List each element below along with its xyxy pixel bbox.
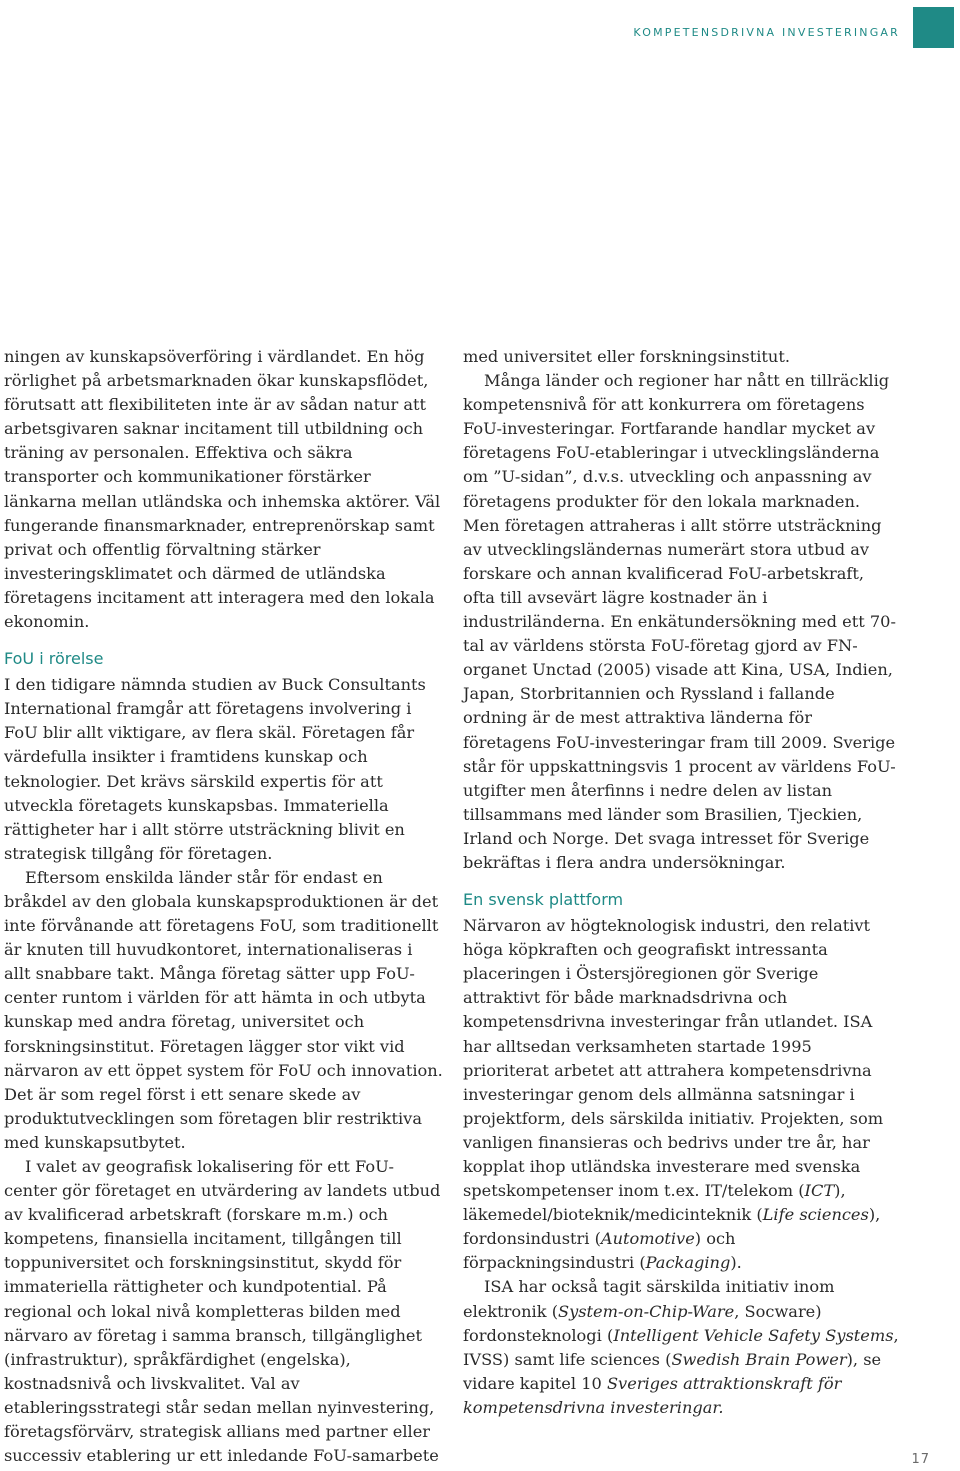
emphasis: Life sciences [762,1205,869,1225]
text-run: ) och förpackningsindustri ( [463,1229,736,1273]
page-number: 17 [911,1452,930,1467]
emphasis: Sveriges attraktionskraft för kompetensdrivna investeringar. [463,1373,842,1417]
paragraph: I valet av geografisk lokalisering för ett FoU-center gör företaget en utvärdering av landets utbud av kvalificerad arbetskraft (forskare m.m.) och kompetens, finansiella incitament, tillgången till toppuniversitet och forskningsinstitut, skydd för immateriella rättigheter och kundpotential. På regional och lokal nivå kompletteras bilden med närvaro av företag i samma bransch, tillgänglighet (infrastruktur), språkfärdighet (engelska), kostnadsnivå och livskvalitet. Val av etableringsstrategi står sedan mellan nyinvestering, företagsförvärv, strategisk allians med partner eller successiv etablering ur ett inledande FoU-samarbete [4,1157,441,1466]
text-run: Närvaron av högteknologisk industri, den relativt höga köpkraften och geografiskt intressanta placeringen i Östersjöregionen gör Sverige attraktivt för både marknadsdrivna och kompetensdrivna investeringar från utlandet. ISA har alltsedan verksamheten startade 1995 prioriterat arbetet att attrahera kompetensdrivna investeringar genom dels allmänna satsningar i projektform, dels särskilda initiativ. Projekten, som vanligen finansieras och bedrivs under tre år, har kopplat ihop utländska investerare med svenska spetskompetenser inom t.ex. IT/telekom ( [463,916,884,1201]
text-run: , IVSS) samt life sciences ( [463,1325,899,1369]
section-marker [913,7,954,48]
emphasis: Packaging [645,1253,731,1273]
emphasis: Intelligent Vehicle Safety Systems [613,1325,894,1345]
paragraph: med universitet eller forskningsinstitut. [463,347,791,366]
paragraph: ningen av kunskapsöverföring i värdlandet. En hög rörlighet på arbetsmarknaden ökar kunskapsflödet, förutsatt att flexibiliteten inte är av sådan natur att arbetsgivaren saknar incitament till utbildning och träning av personalen. Effektiva och säkra transporter och kommunikationer förstärker länkarna mellan utländska och inhemska aktörer. Väl fungerande finansmarknader, entreprenörskap samt privat och offentlig förvaltning stärker investeringsklimatet och därmed de utländska företagens incitament att interagera med den lokala ekonomin. [4,347,441,632]
paragraph: Många länder och regioner har nått en tillräcklig kompetensnivå för att konkurrera om företagens FoU-investeringar. Fortfarande handlar mycket av företagens FoU-etableringar i utvecklingsländerna om ”U-sidan”, d.v.s. utveckling och anpassning av företagens produkter för den lokala marknaden. Men företagen attraheras i allt större utsträckning av utvecklingsländernas numerärt stora utbud av forskare och annan kvalificerad FoU-arbetskraft, ofta till avsevärt lägre kostnader än i industriländerna. En enkätundersökning med ett 70-tal av världens största FoU-företag gjord av FN-organet Unctad (2005) visade att Kina, USA, Indien, Japan, Storbritannien och Ryssland i fallande ordning är de mest attraktiva länderna för företagens FoU-investeringar fram till 2009. Sverige står för uppskattningsvis 1 procent av världens FoU-utgifter men återfinns i nedre delen av listan tillsammans med länder som Brasilien, Tjeckien, Irland och Norge. Det svaga intresset för Sverige bekräftas i flera andra undersökningar. [463,371,896,872]
section-heading: FoU i rörelse [4,649,104,669]
emphasis: Automotive [600,1229,695,1249]
emphasis: System-on-Chip-Ware [558,1301,735,1321]
section-label: KOMPETENSDRIVNA INVESTERINGAR [633,26,900,39]
emphasis: ICT [804,1181,835,1201]
text-run: ), fordonsindustri ( [463,1205,881,1249]
emphasis: Swedish Brain Power [671,1349,847,1369]
text-run: ISA har också tagit särskilda initiativ inom elektronik ( [463,1277,835,1321]
paragraph: Eftersom enskilda länder står för endast en bråkdel av den globala kunskapsproduktionen är det inte förvånande att företagens FoU, som traditionellt är knuten till huvudkontoret, internationaliseras i allt snabbare takt. Många företag sätter upp FoU-center runtom i världen för att hämta in och utbyta kunskap med andra företag, universitet och forskningsinstitut. Företagen lägger stor vikt vid närvaron av ett öppet system för FoU och innovation. Det är som regel först i ett senare skede av produktutvecklingen som företagen blir restriktiva med kunskapsutbytet. [4,867,443,1152]
right-column [463,345,899,1420]
paragraph [463,914,899,1275]
text-run: ), se vidare kapitel 10 [463,1349,882,1393]
text-run: ), läkemedel/bioteknik/medicinteknik ( [463,1181,846,1225]
paragraph: I den tidigare nämnda studien av Buck Consultants International framgår att företagens involvering i FoU blir allt viktigare, av flera skäl. Företagen får värdefulla insikter i framtidens kunskap och teknologier. Det krävs särskild expertis för att utveckla företagets kunskapsbas. Immateriella rättigheter har i allt större utsträckning blivit en strategisk tillgång för företagen. [4,675,426,863]
section-heading: En svensk plattform [463,890,624,910]
left-column [4,345,444,1468]
paragraph [463,1275,899,1420]
text-run: , Socware) fordonsteknologi ( [463,1301,822,1345]
text-run: ). [730,1253,742,1273]
